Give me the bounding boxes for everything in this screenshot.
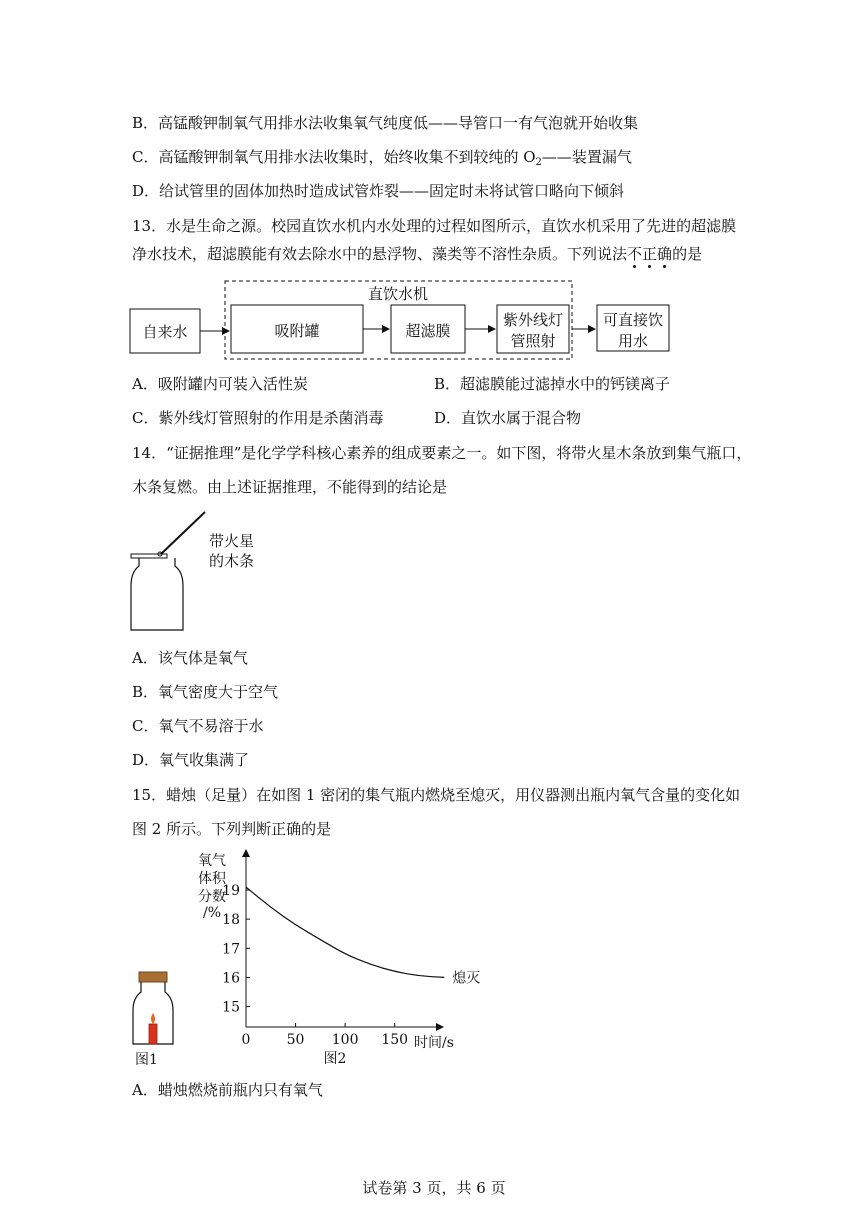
q13-stem-line2-tail: 的是	[672, 245, 703, 263]
q15-option-a: A．蜡烛燃烧前瓶内只有氧气	[132, 1081, 323, 1099]
q12-option-d: D．给试管里的固体加热时造成试管炸裂——固定时未将试管口略向下倾斜	[132, 182, 625, 200]
extinguished-annotation: 熄灭	[452, 970, 480, 987]
q14-stem-line1: 14．“证据推理”是化学学科核心素养的组成要素之一。如下图，将带火星木条放到集气瓶口，	[132, 444, 752, 462]
chart-ylabel-line: 分数	[198, 889, 226, 905]
x-tick-label: 50	[286, 1032, 305, 1048]
y-tick-label: 15	[222, 999, 240, 1016]
x-tick-label: 150	[381, 1032, 409, 1048]
figure2-label: 图2	[323, 1051, 347, 1067]
q13-option-a: A．吸附罐内可装入活性炭	[132, 375, 308, 393]
q13-option-b: B．超滤膜能过滤掉水中的钙镁离子	[434, 375, 671, 393]
chart-ylabel-line: 氧气	[198, 853, 226, 869]
water-treatment-diagram	[125, 276, 705, 366]
chart-xlabel: 时间/s	[414, 1035, 454, 1051]
q13-emphasis-char: 正	[642, 245, 658, 263]
splint-label-line2: 的木条	[209, 552, 255, 570]
splint-label-line1: 带火星	[209, 532, 255, 550]
q12-option-c-text: C．高锰酸钾制氧气用排水法收集时，始终收集不到较纯的 O	[132, 148, 536, 166]
x-tick-label: 100	[331, 1032, 359, 1048]
ultrafiltration-label: 超滤膜	[405, 322, 451, 340]
drinkable-water-label-line2: 用水	[617, 332, 649, 350]
q13-emphasis-char: 确	[657, 245, 673, 263]
gas-bottle-figure	[125, 506, 285, 636]
tap-water-label: 自来水	[142, 323, 188, 341]
x-axis-arrow	[436, 1023, 444, 1031]
q14-option-b: B．氧气密度大于空气	[132, 683, 279, 701]
cork-stopper	[139, 972, 167, 982]
gas-collecting-bottle	[131, 558, 183, 630]
q14-option-d: D．氧气收集满了	[132, 751, 250, 769]
q12-option-c	[132, 147, 632, 173]
q13-stem-line2-text: 净水技术，超滤膜能有效去除水中的悬浮物、藻类等不溶性杂质。下列说法	[132, 245, 628, 263]
oxygen-curve	[246, 887, 444, 977]
q13-option-c: C．紫外线灯管照射的作用是杀菌消毒	[132, 409, 384, 427]
drinkable-water-label-line1: 可直接饮	[602, 311, 664, 329]
x-tick-label: 0	[241, 1032, 251, 1048]
candle-bottle-figure	[125, 966, 195, 1072]
q13-stem-line2	[132, 244, 702, 264]
y-axis-arrow	[242, 849, 250, 857]
candle-flame-icon	[151, 1013, 155, 1024]
q13-option-d: D．直饮水属于混合物	[434, 409, 582, 427]
q12-option-c-subscript: 2	[535, 157, 542, 168]
y-tick-label: 18	[222, 912, 240, 929]
wooden-splint	[161, 512, 205, 554]
candle	[149, 1024, 157, 1044]
q15-stem-line1: 15．蜡烛（足量）在如图 1 密闭的集气瓶内燃烧至熄灭，用仪器测出瓶内氧气含量的变化如	[132, 786, 741, 804]
q14-option-c: C．氧气不易溶于水	[132, 717, 264, 735]
q13-stem-line1: 13．水是生命之源。校园直饮水机内水处理的过程如图所示，直饮水机采用了先进的超滤膜	[132, 217, 737, 235]
chart-ylabel-line: /%	[202, 905, 222, 921]
q12-option-c-tail: ——装置漏气	[541, 148, 632, 166]
q13-emphasis-char: 不	[627, 245, 643, 263]
q14-option-a: A．该气体是氧气	[132, 649, 248, 667]
q14-stem-line2: 木条复燃。由上述证据推理，不能得到的结论是	[132, 478, 448, 496]
y-tick-label: 17	[222, 941, 240, 958]
water-machine-label: 直饮水机	[367, 285, 429, 303]
y-tick-label: 16	[222, 970, 240, 987]
uv-lamp-label-line1: 紫外线灯	[502, 311, 564, 329]
oxygen-content-chart	[190, 845, 480, 1070]
adsorption-tank-label: 吸附罐	[274, 322, 320, 340]
q12-option-b: B．高锰酸钾制氧气用排水法收集氧气纯度低——导管口一有气泡就开始收集	[132, 114, 639, 132]
chart-ylabel-line: 体积	[198, 871, 226, 887]
y-tick-label: 19	[222, 882, 240, 899]
page-footer: 试卷第 3 页，共 6 页	[362, 1179, 506, 1197]
figure1-label: 图1	[135, 1052, 158, 1068]
uv-lamp-label-line2: 管照射	[510, 332, 556, 350]
q15-stem-line2: 图 2 所示。下列判断正确的是	[132, 820, 332, 838]
